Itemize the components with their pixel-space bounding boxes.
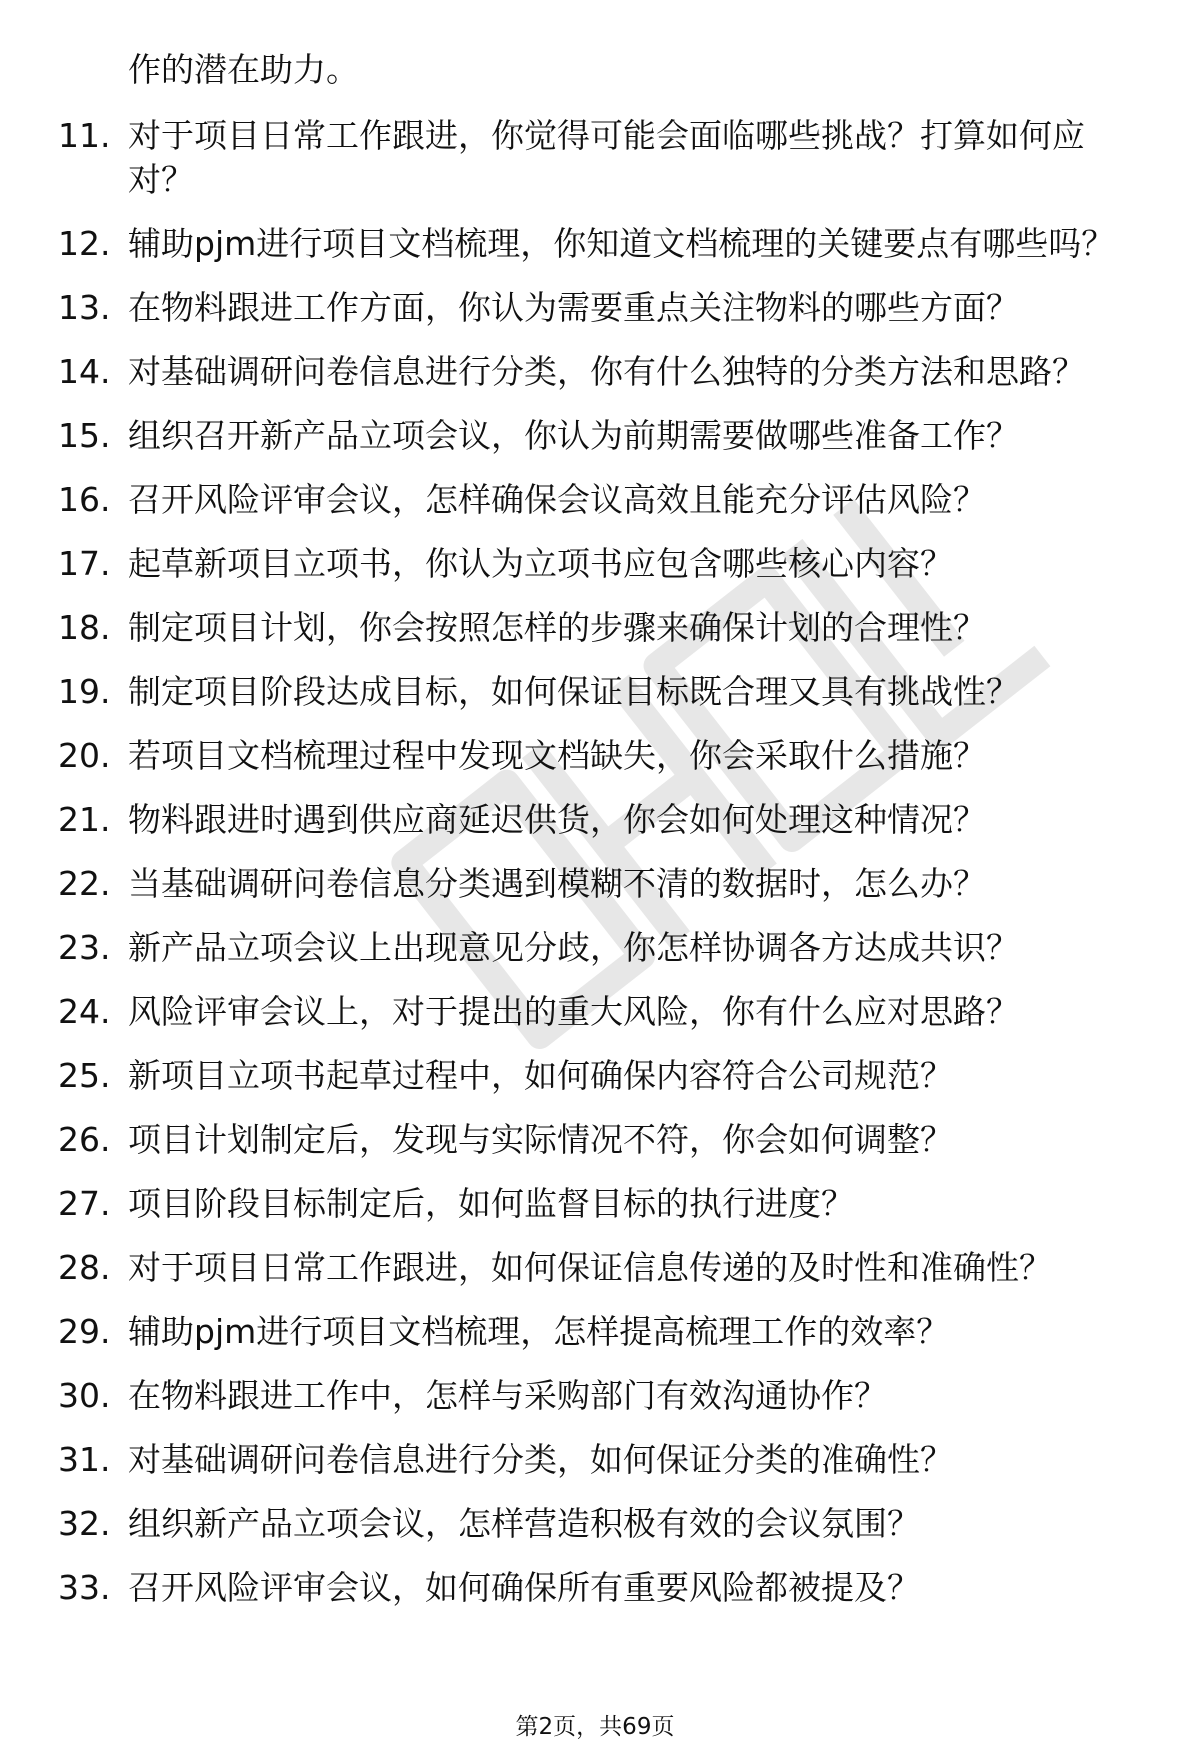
question-number: 14. [58, 352, 111, 391]
question-number: 29. [58, 1312, 111, 1351]
question-number: 12. [58, 224, 111, 263]
question-item [0, 1566, 1190, 1610]
question-item [0, 414, 1190, 458]
question-item [0, 350, 1190, 394]
question-number: 33. [58, 1568, 111, 1607]
question-item [0, 670, 1190, 714]
question-item [0, 1502, 1190, 1546]
question-text: 对于项目日常工作跟进，如何保证信息传递的及时性和准确性？ [128, 1248, 1052, 1287]
question-item [0, 222, 1190, 266]
question-text: 起草新项目立项书，你认为立项书应包含哪些核心内容？ [128, 544, 953, 583]
question-item [0, 1054, 1190, 1098]
question-text: 制定项目计划，你会按照怎样的步骤来确保计划的合理性？ [128, 608, 986, 647]
question-item [0, 606, 1190, 650]
question-text: 项目计划制定后，发现与实际情况不符，你会如何调整？ [128, 1120, 953, 1159]
question-number: 22. [58, 864, 111, 903]
question-text: 在物料跟进工作方面，你认为需要重点关注物料的哪些方面？ [128, 288, 1019, 327]
question-number: 28. [58, 1248, 111, 1287]
page-number-footer: 第2页，共69页 [515, 1714, 675, 1740]
question-text: 新产品立项会议上出现意见分歧，你怎样协调各方达成共识？ [128, 928, 1019, 967]
question-text: 新项目立项书起草过程中，如何确保内容符合公司规范？ [128, 1056, 953, 1095]
question-item [0, 1118, 1190, 1162]
question-number: 21. [58, 800, 111, 839]
question-number: 30. [58, 1376, 111, 1415]
question-text: 辅助pjm进行项目文档梳理，怎样提高梳理工作的效率？ [128, 1312, 950, 1351]
question-text: 召开风险评审会议，如何确保所有重要风险都被提及？ [128, 1568, 920, 1607]
question-item [0, 542, 1190, 586]
question-item [0, 990, 1190, 1034]
question-number: 17. [58, 544, 111, 583]
question-text: 当基础调研问卷信息分类遇到模糊不清的数据时，怎么办？ [128, 864, 986, 903]
question-text: 项目阶段目标制定后，如何监督目标的执行进度？ [128, 1184, 854, 1223]
question-text: 风险评审会议上，对于提出的重大风险，你有什么应对思路？ [128, 992, 1019, 1031]
question-number: 32. [58, 1504, 111, 1543]
question-number: 31. [58, 1440, 111, 1479]
question-number: 11. [58, 116, 111, 155]
question-number: 26. [58, 1120, 111, 1159]
question-text: 辅助pjm进行项目文档梳理，你知道文档梳理的关键要点有哪些吗？ [128, 224, 1115, 263]
question-text: 组织召开新产品立项会议，你认为前期需要做哪些准备工作？ [128, 416, 1019, 455]
question-item [0, 798, 1190, 842]
question-text: 若项目文档梳理过程中发现文档缺失，你会采取什么措施？ [128, 736, 986, 775]
question-text: 制定项目阶段达成目标，如何保证目标既合理又具有挑战性？ [128, 672, 1019, 711]
question-text: 对基础调研问卷信息进行分类，如何保证分类的准确性？ [128, 1440, 953, 1479]
question-number: 23. [58, 928, 111, 967]
question-item [0, 734, 1190, 778]
question-item [0, 1310, 1190, 1354]
question-number: 19. [58, 672, 111, 711]
question-number: 25. [58, 1056, 111, 1095]
question-item [0, 1438, 1190, 1482]
question-item [0, 926, 1190, 970]
question-number: 27. [58, 1184, 111, 1223]
question-item [0, 862, 1190, 906]
question-list [0, 114, 1190, 1630]
question-number: 16. [58, 480, 111, 519]
question-item [0, 286, 1190, 330]
question-number: 13. [58, 288, 111, 327]
question-text: 物料跟进时遇到供应商延迟供货，你会如何处理这种情况？ [128, 800, 986, 839]
question-item [0, 114, 1190, 202]
question-number: 20. [58, 736, 111, 775]
question-number: 15. [58, 416, 111, 455]
question-text: 召开风险评审会议，怎样确保会议高效且能充分评估风险？ [128, 480, 986, 519]
question-item [0, 1182, 1190, 1226]
question-number: 18. [58, 608, 111, 647]
question-text: 对基础调研问卷信息进行分类，你有什么独特的分类方法和思路？ [128, 352, 1085, 391]
question-text: 对于项目日常工作跟进，你觉得可能会面临哪些挑战？打算如何应对？ [128, 116, 1085, 199]
question-text: 在物料跟进工作中，怎样与采购部门有效沟通协作？ [128, 1376, 887, 1415]
question-item [0, 1246, 1190, 1290]
question-item [0, 1374, 1190, 1418]
previous-question-continuation: 作的潜在助力。 [128, 50, 359, 89]
question-text: 组织新产品立项会议，怎样营造积极有效的会议氛围？ [128, 1504, 920, 1543]
question-item [0, 478, 1190, 522]
question-number: 24. [58, 992, 111, 1031]
